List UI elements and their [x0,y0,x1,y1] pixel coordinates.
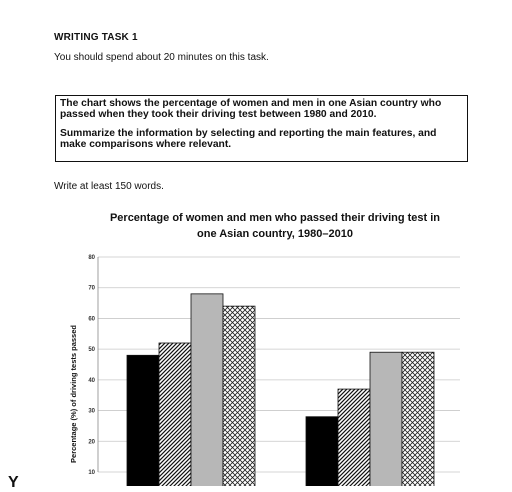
bar-group-1-bar-1 [127,355,159,486]
y-tick-label: 30 [88,408,95,415]
y-tick-label: 40 [88,377,95,384]
y-tick-label: 10 [88,470,95,476]
task-instruction: You should spend about 20 minutes on this task. [54,52,269,63]
chart-title: Percentage of women and men who passed their driving test in one Asian country, 1980–2010 [109,212,441,240]
y-tick-label: 70 [88,285,95,292]
y-tick-labels [88,255,95,476]
bar-group-1-bar-2 [159,343,191,486]
task-prompt-directive: Summarize the information by selecting and reporting the main features, and make comparisons where relevant. [60,128,437,150]
bar-group-2-bar-1 [306,417,338,486]
bars [127,294,434,486]
word-count-instruction: Write at least 150 words. [54,181,164,192]
task-heading: WRITING TASK 1 [54,32,138,43]
y-tick-label: 50 [88,347,95,354]
y-tick-label: 80 [88,255,95,261]
bar-group-2-bar-2 [338,389,370,486]
task-prompt-description: The chart shows the percentage of women and men in one Asian country who passed when they took their driving test between 1980 and 2010. [60,98,442,120]
y-axis-label: Percentage (%) of driving tests passed [69,325,78,463]
cut-off-text: Y [8,474,19,491]
bar-group-1-bar-4 [223,306,255,486]
bar-group-2-bar-3 [370,352,402,486]
y-tick-label: 20 [88,439,95,446]
bar-group-2-bar-4 [402,352,434,486]
bar-group-1-bar-3 [191,294,223,486]
y-tick-label: 60 [88,316,95,323]
